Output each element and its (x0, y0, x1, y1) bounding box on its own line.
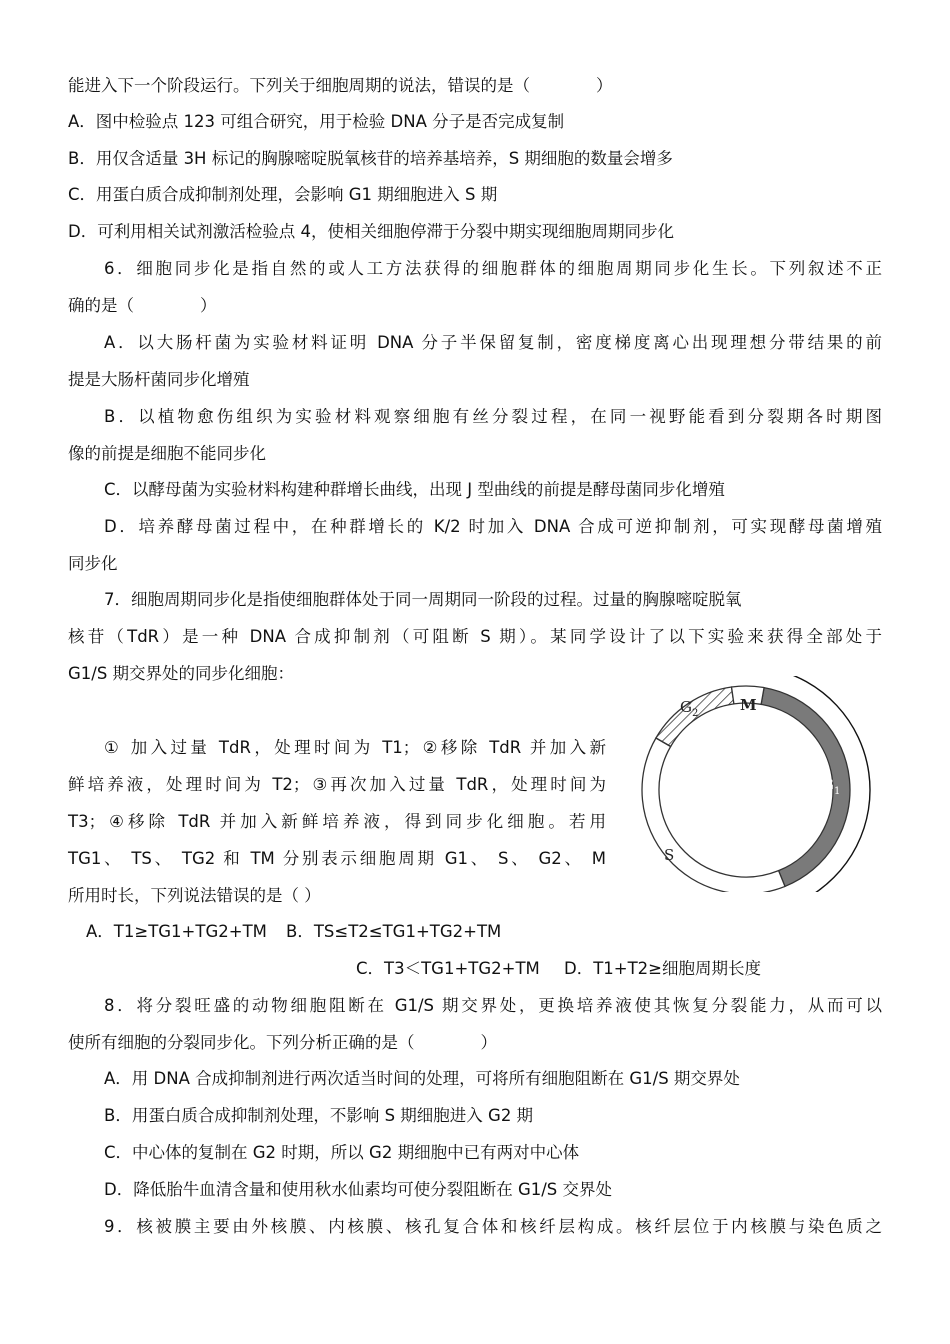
q8-stem-line2: 使所有细胞的分裂同步化。下列分析正确的是（ ） (68, 1033, 497, 1052)
q8-option-d: D．降低胎牛血清含量和使用秋水仙素均可使分裂阻断在 G1/S 交界处 (104, 1180, 613, 1199)
m-phase-label: M (740, 696, 757, 714)
q7-option-b: B．TS≤T2≤TG1+TG2+TM (286, 922, 502, 941)
q7-option-a: A．T1≥TG1+TG2+TM (86, 922, 267, 941)
q7-body-line5: 所用时长，下列说法错误的是（ ） (68, 886, 321, 905)
cell-cycle-diagram (628, 676, 876, 892)
g2-phase-label: $G_2$ (680, 698, 699, 719)
q7-body-line2: 鲜培养液，处理时间为 T2；③再次加入过量 TdR，处理时间为 (68, 775, 606, 794)
q6-stem-line2: 确的是（ ） (68, 296, 217, 315)
q6-option-d-line1: D．培养酵母菌过程中，在种群增长的 K/2 时加入 DNA 合成可逆抑制剂，可实现酵母菌增殖 (104, 517, 882, 536)
q7-option-d: D．T1+T2≥细胞周期长度 (564, 959, 762, 978)
q6-option-c: C．以酵母菌为实验材料构建种群增长曲线，出现 J 型曲线的前提是酵母菌同步化增殖 (104, 480, 725, 499)
s-phase-segment (642, 738, 785, 892)
q7-option-c: C．T3＜TG1+TG2+TM (356, 959, 540, 978)
q5-stem-tail: 能进入下一个阶段运行。下列关于细胞周期的说法，错误的是（ ） (68, 76, 613, 95)
q7-stem-line2: 核苷（TdR）是一种 DNA 合成抑制剂（可阻断 S 期）。某同学设计了以下实验来获得全部处于 (68, 627, 882, 646)
q7-body-line3: T3；④移除 TdR 并加入新鲜培养液，得到同步化细胞。若用 (68, 812, 606, 831)
q7-stem-line1: 7．细胞周期同步化是指使细胞群体处于同一周期同一阶段的过程。过量的胸腺嘧啶脱氧 (104, 590, 742, 609)
q5-option-c: C．用蛋白质合成抑制剂处理，会影响 G1 期细胞进入 S 期 (68, 185, 498, 204)
q8-stem-line1: 8．将分裂旺盛的动物细胞阻断在 G1/S 期交界处，更换培养液使其恢复分裂能力，从而可以 (104, 996, 882, 1015)
q9-stem-line1: 9．核被膜主要由外核膜、内核膜、核孔复合体和核纤层构成。核纤层位于内核膜与染色质之 (104, 1217, 882, 1236)
q7-body-line4: TG1、 TS、 TG2 和 TM 分别表示细胞周期 G1、 S、 G2、 M (68, 849, 606, 868)
q6-option-b-line1: B．以植物愈伤组织为实验材料观察细胞有丝分裂过程，在同一视野能看到分裂期各时期图 (104, 407, 882, 426)
q5-option-d: D．可利用相关试剂激活检验点 4，使相关细胞停滞于分裂中期实现细胞周期同步化 (68, 222, 674, 241)
q8-option-b: B．用蛋白质合成抑制剂处理，不影响 S 期细胞进入 G2 期 (104, 1106, 534, 1125)
q7-stem-line3: G1/S 期交界处的同步化细胞： (68, 664, 295, 683)
q8-option-a: A．用 DNA 合成抑制剂进行两次适当时间的处理，可将所有细胞阻断在 G1/S 期交界处 (104, 1069, 740, 1088)
q8-option-c: C．中心体的复制在 G2 时期，所以 G2 期细胞中已有两对中心体 (104, 1143, 580, 1162)
q6-option-d-line2: 同步化 (68, 554, 118, 573)
q6-option-a-line2: 提是大肠杆菌同步化增殖 (68, 370, 250, 389)
q5-option-b: B．用仅含适量 3H 标记的胸腺嘧啶脱氧核苷的培养基培养，S 期细胞的数量会增多 (68, 149, 673, 168)
g1-phase-label: $G_1$ (822, 776, 841, 797)
q6-option-b-line2: 像的前提是细胞不能同步化 (68, 444, 266, 463)
s-phase-label: S (664, 846, 675, 864)
q6-stem-line1: 6．细胞同步化是指自然的或人工方法获得的细胞群体的细胞周期同步化生长。下列叙述不正 (104, 259, 882, 278)
q5-option-a: A．图中检验点 123 可组合研究，用于检验 DNA 分子是否完成复制 (68, 112, 565, 131)
q7-body-line1: ① 加入过量 TdR，处理时间为 T1；②移除 TdR 并加入新 (104, 738, 606, 757)
q6-option-a-line1: A．以大肠杆菌为实验材料证明 DNA 分子半保留复制，密度梯度离心出现理想分带结果的前 (104, 333, 882, 352)
